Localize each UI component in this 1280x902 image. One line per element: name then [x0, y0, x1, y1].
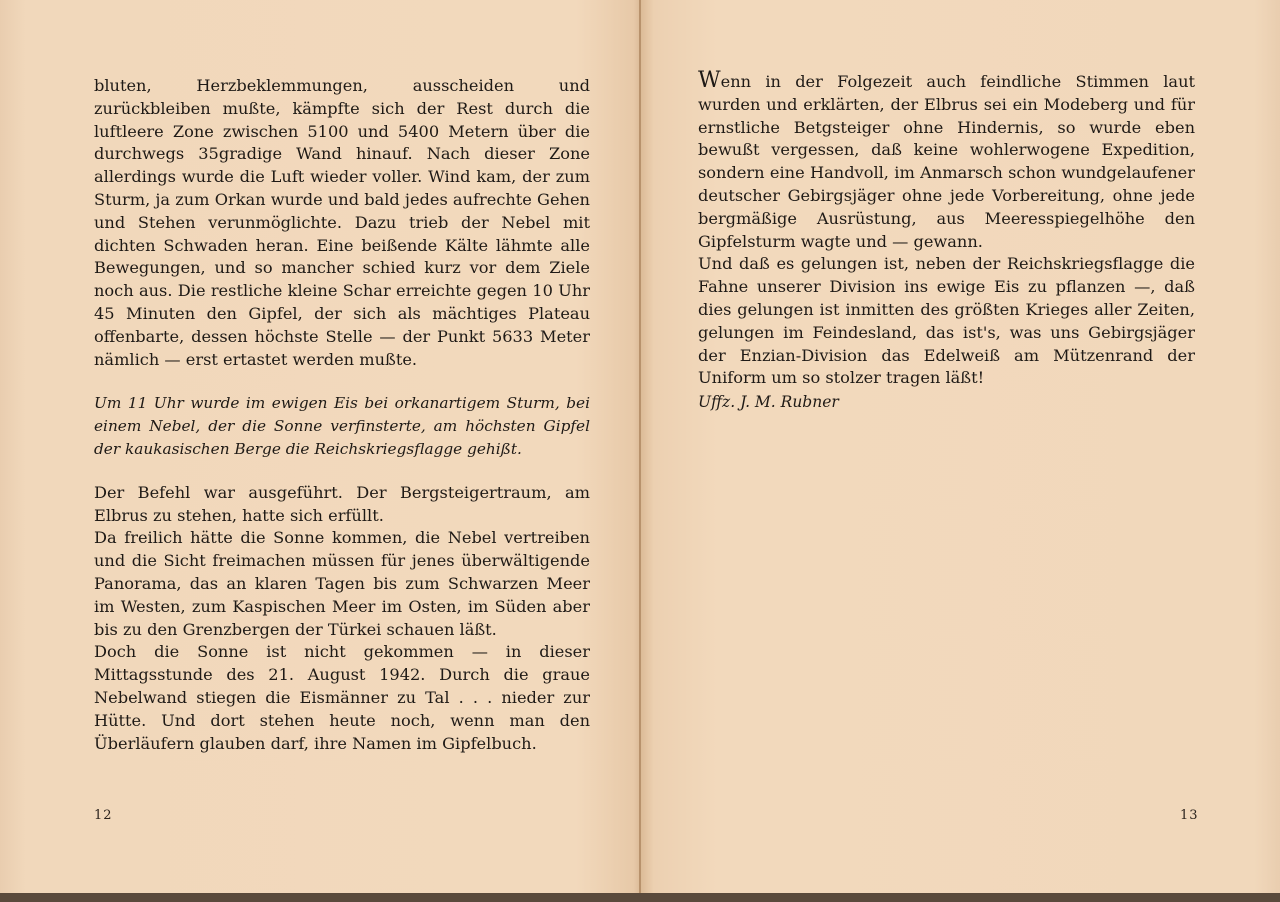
right-paragraph: Und daß es gelungen ist, neben der Reichskriegsflagge die Fahne unserer Division ins ewige Eis zu pflanzen —, daß dies gelungen ist inmitten des größten Krieges aller Zeiten, gelungen im Feindesland, das ist's, was uns Gebirgsjäger der Enzian-Division das Edelweiß am Mützenrand der Uniform um so stolzer tragen läßt!	[698, 254, 1195, 388]
left-page	[0, 0, 640, 895]
page-number-right: 13	[1180, 808, 1199, 823]
left-paragraph: Der Befehl war ausgeführt. Der Bergsteigertraum, am Elbrus zu stehen, hatte sich erfüllt.	[94, 482, 590, 525]
left-paragraph: Da freilich hätte die Sonne kommen, die Nebel vertreiben und die Sicht freimachen müssen für jenes überwältigende Panorama, das an klaren Tagen bis zum Schwarzen Meer im Westen, zum Kaspischen Meer im Osten, im Süden aber bis zu den Grenzbergen der Türkei schauen läßt.	[94, 528, 590, 639]
page-number-left: 12	[94, 808, 113, 823]
right-page-body	[698, 70, 1195, 414]
author-signature: Uffz. J. M. Rubner	[698, 393, 839, 412]
left-page-body	[94, 75, 590, 755]
book-bottom-edge	[0, 893, 1280, 902]
left-paragraph: bluten, Herzbeklemmungen, ausscheiden und zurückbleiben mußte, kämpfte sich der Rest durch die luftleere Zone zwischen 5100 und 5400 Metern über die durchwegs 35gradige Wand hinauf. Nach dieser Zone allerdings wurde die Luft wieder voller. Wind kam, der zum Sturm, ja zum Orkan wurde und bald jedes aufrechte Gehen und Stehen verunmöglichte. Dazu trieb der Nebel mit dichten Schwaden heran. Eine beißende Kälte lähmte alle Bewegungen, und so mancher schied kurz vor dem Ziele noch aus. Die restliche kleine Schar erreichte gegen 10 Uhr 45 Minuten den Gipfel, der sich als mächtiges Plateau offenbarte, dessen höchste Stelle — der Punkt 5633 Meter nämlich — erst ertastet werden mußte.	[94, 76, 590, 369]
right-paragraph: Wenn in der Folgezeit auch feindliche Stimmen laut wurden und erklärten, der Elbrus sei ein Modeberg und für ernstliche Betgsteiger ohne Hindernis, so wurde eben bewußt vergessen, daß keine wohlerwogene Expedition, sondern eine Handvoll, im Anmarsch schon wundgelaufener deutscher Gebirgsjäger ohne jede Vorbereitung, ohne jede bergmäßige Ausrüstung, aus Meeresspiegelhöhe den Gipfelsturm wagte und — gewann.	[698, 68, 1195, 251]
italic-paragraph: Um 11 Uhr wurde im ewigen Eis bei orkanartigem Sturm, bei einem Nebel, der die Sonne verfinsterte, am höchsten Gipfel der kaukasischen Berge die Reichskriegsflagge gehißt.	[94, 394, 590, 458]
left-paragraph: Doch die Sonne ist nicht gekommen — in dieser Mittagsstunde des 21. August 1942. Durch die graue Nebelwand stiegen die Eismänner zu Tal . . . nieder zur Hütte. Und dort stehen heute noch, wenn man den Überläufern glauben darf, ihre Namen im Gipfelbuch.	[94, 642, 590, 753]
